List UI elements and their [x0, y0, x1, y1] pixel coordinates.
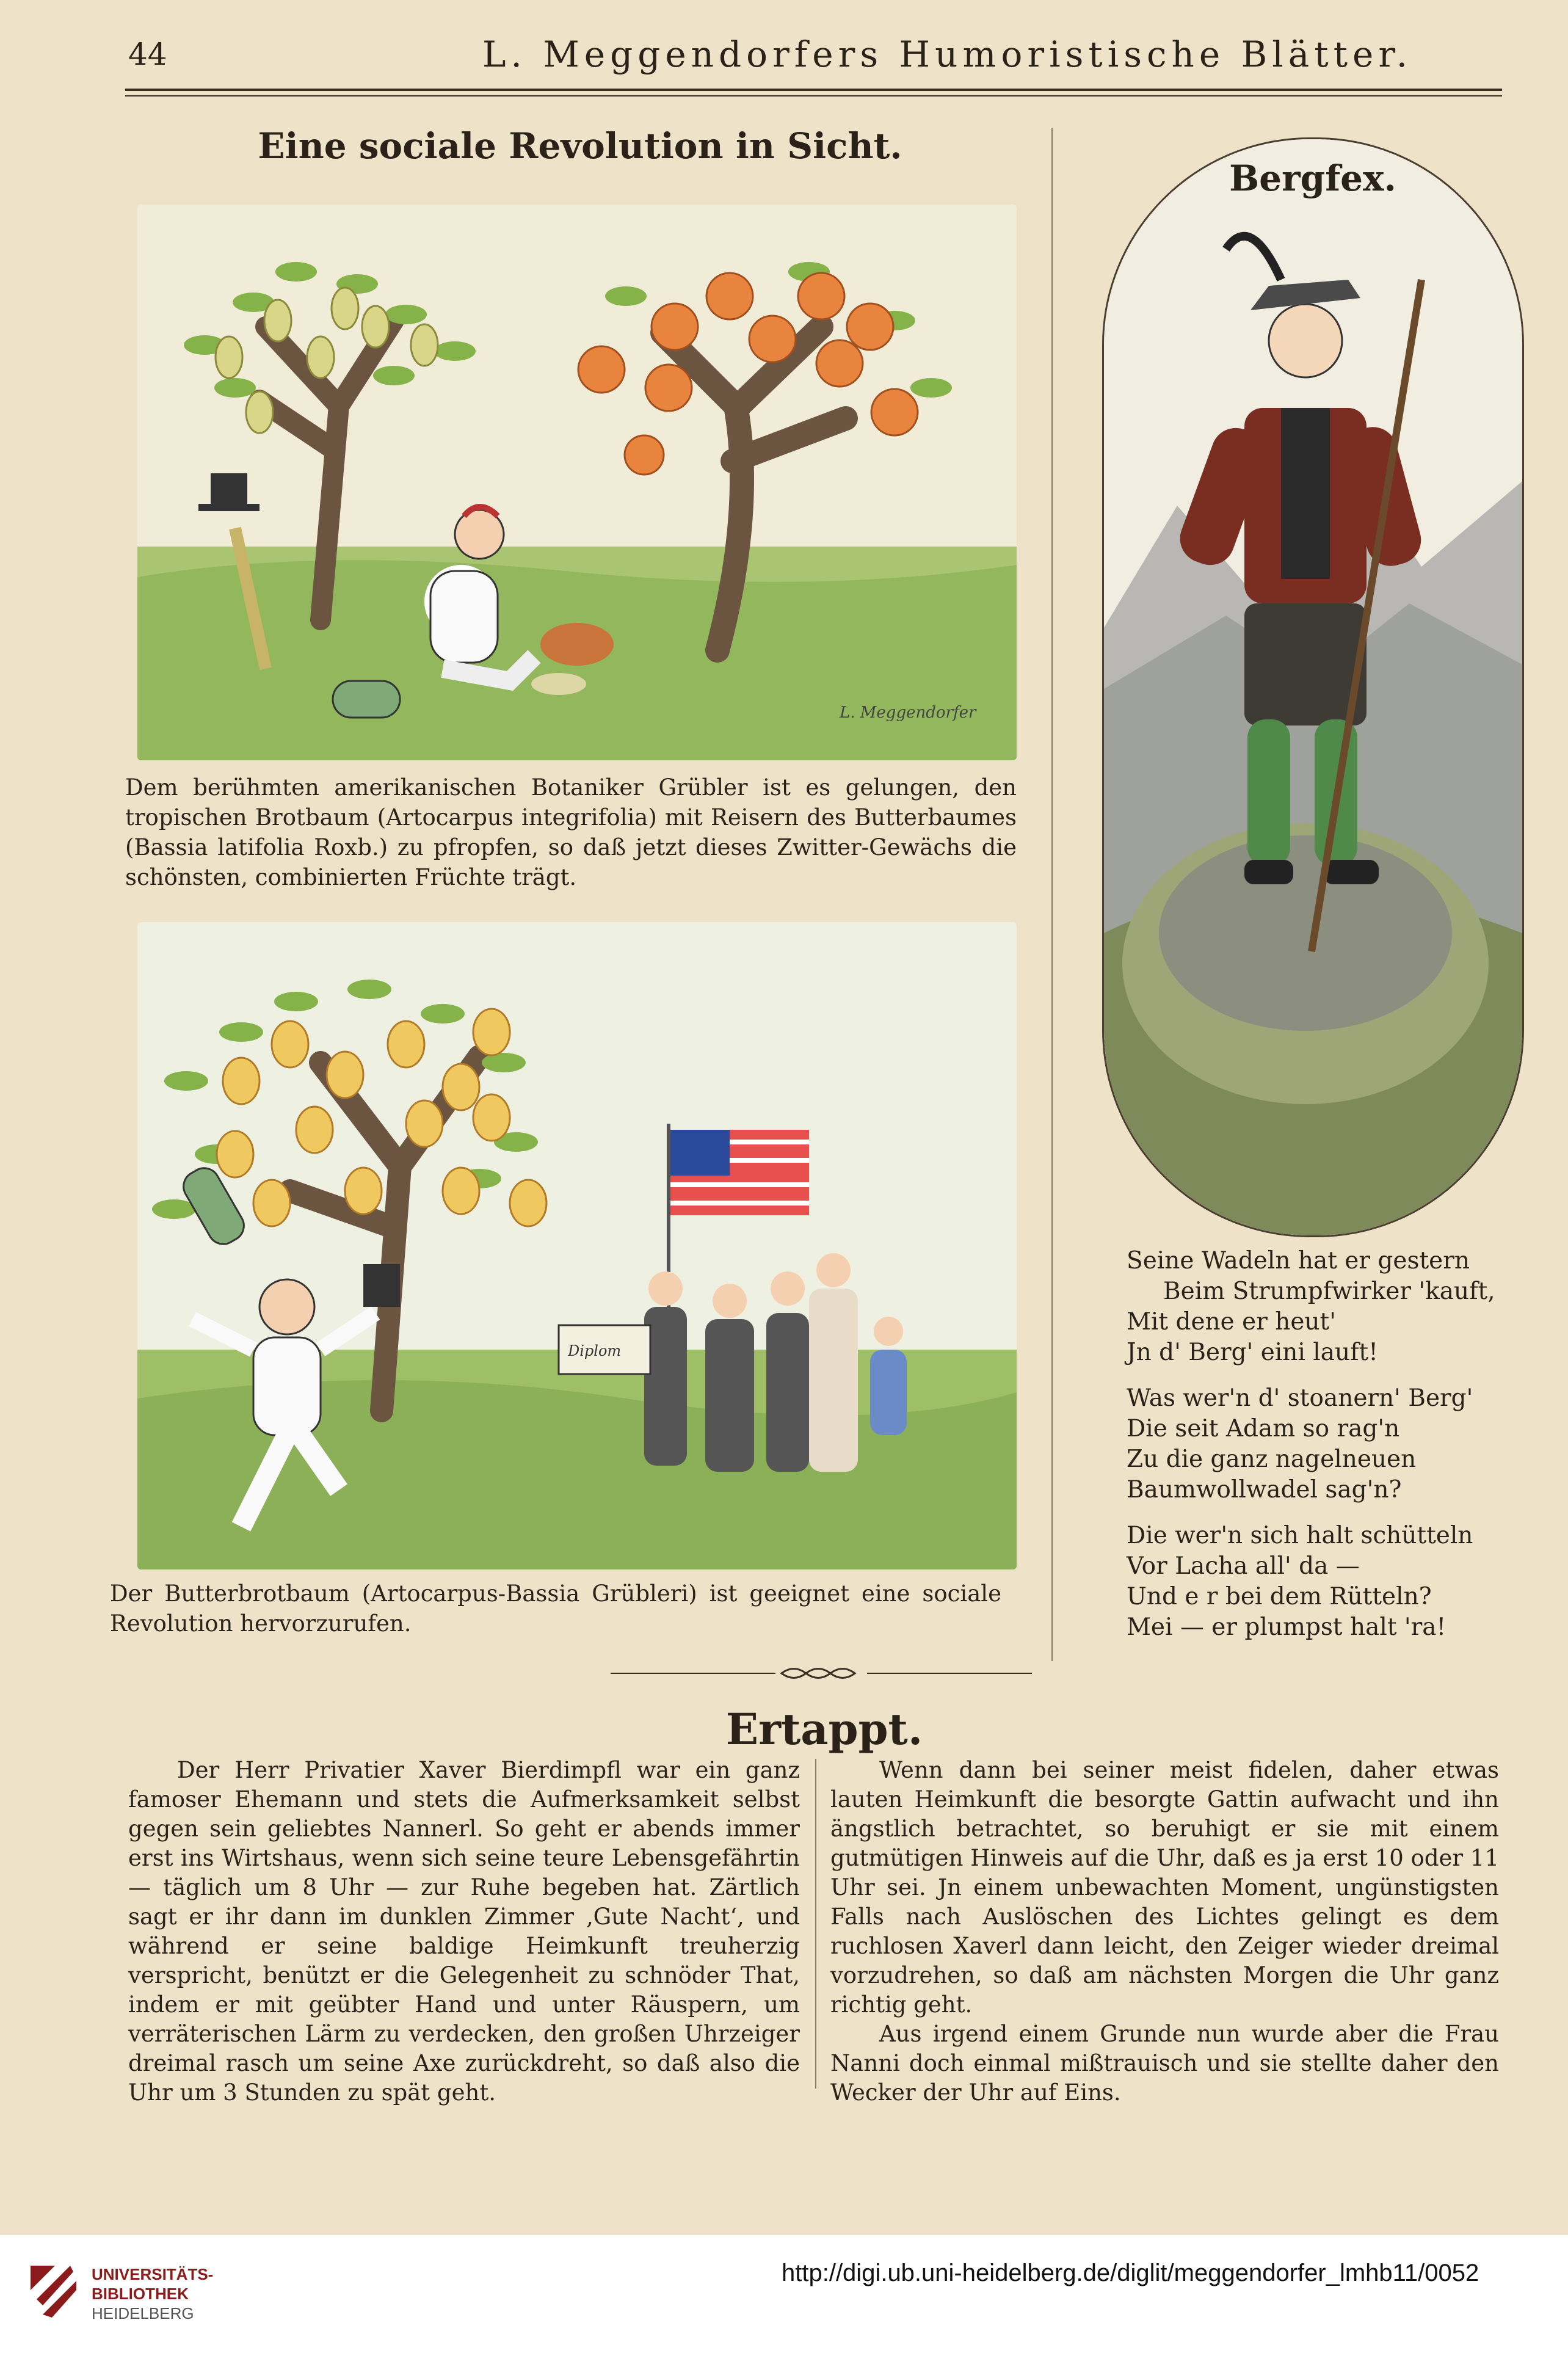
header-rule-thin: [125, 95, 1502, 96]
story-paragraph: Wenn dann bei seiner meist fidelen, daher etwas lauten Heimkunft die besorgte Gattin aufwacht und ihn ängstlich betrachtet, so beruhigt er sie mit einem gutmütigen Hinweis auf die Uhr, daß es ja erst 10 oder 11 Uhr sei. Jn einem unbewachten Moment, ungünstigsten Falls nach Auslöschen des Lichtes gelingt es dem ruchlosen Xaverl dann leicht, den Zeiger wieder dreimal vorzudrehen, so daß am nächsten Morgen die Uhr ganz richtig geht.: [830, 1757, 1499, 2018]
illustration-botanist-trees: [137, 205, 1017, 760]
caption-butterbread: Der Butterbrotbaum (Artocarpus-Bassia Grübleri) ist geeignet eine sociale Revolution hervorzurufen.: [110, 1580, 1001, 1637]
poem-line: Die wer'n sich halt schütteln: [1127, 1522, 1473, 1549]
caption-botanist: Dem berühmten amerikanischen Botaniker Grübler ist es gelungen, den tropischen Brotbaum (Artocarpus integrifolia) mit Reisern des Butterbaumes (Bassia latifolia Roxb.) zu pfropfen, so daß jetzt dieses Zwitter-Gewächs die schönsten, combinierten Früchte trägt.: [125, 774, 1017, 890]
illustration-bergfex-frame: [1102, 137, 1524, 1237]
poem-stanza-1: [1127, 1246, 1505, 1368]
column-divider: [1051, 128, 1053, 1661]
diploma-label: Diplom: [568, 1342, 622, 1359]
poem-bergfex: [1127, 1246, 1505, 1658]
story-column-divider: [815, 1759, 816, 2089]
article-title-bergfex: Bergfex.: [1229, 158, 1396, 199]
poem-stanza-2: [1127, 1383, 1505, 1505]
footer-bar: [0, 2235, 1568, 2353]
poem-line: Seine Wadeln hat er gestern: [1127, 1247, 1470, 1275]
article-title-ertappt: Ertappt.: [725, 1704, 923, 1755]
logo-line: HEIDELBERG: [92, 2304, 194, 2322]
poem-line: Beim Strumpfwirker 'kauft,: [1163, 1278, 1495, 1305]
page-number: 44: [128, 37, 167, 72]
illustration-butterbread-tree: [137, 922, 1017, 1569]
poem-line: Vor Lacha all' da —: [1127, 1552, 1360, 1580]
ornament-divider: [611, 1664, 1032, 1682]
poem-line: Baumwollwadel sag'n?: [1127, 1476, 1402, 1504]
poem-line: Und e r bei dem Rütteln?: [1127, 1583, 1432, 1610]
poem-stanza-3: [1127, 1521, 1505, 1643]
library-logo-icon: [18, 2253, 85, 2333]
article-title-revolution: Eine sociale Revolution in Sicht.: [258, 125, 902, 167]
source-url-link[interactable]: http://digi.ub.uni-heidelberg.de/diglit/meggendorfer_lmhb11/0052: [782, 2260, 1479, 2286]
library-logo-text: [92, 2264, 213, 2323]
artist-signature: L. Meggendorfer: [840, 704, 976, 722]
poem-line: Was wer'n d' stoanern' Berg': [1127, 1384, 1473, 1412]
running-title: L. Meggendorfers Humoristische Blätter.: [482, 34, 1413, 75]
story-column-2: [830, 1756, 1499, 2108]
header-rule: [125, 89, 1502, 91]
logo-line: BIBLIOTHEK: [92, 2285, 189, 2303]
logo-line: UNIVERSITÄTS-: [92, 2265, 214, 2283]
poem-line: Mei — er plumpst halt 'ra!: [1127, 1613, 1446, 1641]
poem-line: Zu die ganz nagelneuen: [1127, 1446, 1417, 1473]
poem-line: Mit dene er heut': [1127, 1308, 1336, 1336]
story-paragraph: Aus irgend einem Grunde nun wurde aber die Frau Nanni doch einmal mißtrauisch und sie stellte daher den Wecker der Uhr auf Eins.: [830, 2021, 1499, 2106]
poem-line: Die seit Adam so rag'n: [1127, 1415, 1400, 1442]
poem-line: Jn d' Berg' eini lauft!: [1127, 1339, 1378, 1366]
story-paragraph: Der Herr Privatier Xaver Bierdimpfl war ein ganz famoser Ehemann und stets die Aufmerksamkeit selbst gegen sein geliebtes Nannerl. So geht er abends immer erst ins Wirtshaus, wenn sich seine teure Lebensgefährtin — täglich um 8 Uhr — zur Ruhe begeben hat. Zärtlich sagt er ihr dann im dunklen Zimmer ‚Gute Nacht‘, und während er seine baldige Heimkunft treuherzig verspricht, benützt er die Gelegenheit zu schnöder That, indem er mit geübter Hand und unter Räuspern, um verräterischen Lärm zu verdecken, den großen Uhrzeiger dreimal rasch um seine Axe zurückdreht, so daß also die Uhr um 3 Stunden zu spät geht.: [128, 1757, 800, 2106]
story-column-1: [128, 1756, 800, 2108]
